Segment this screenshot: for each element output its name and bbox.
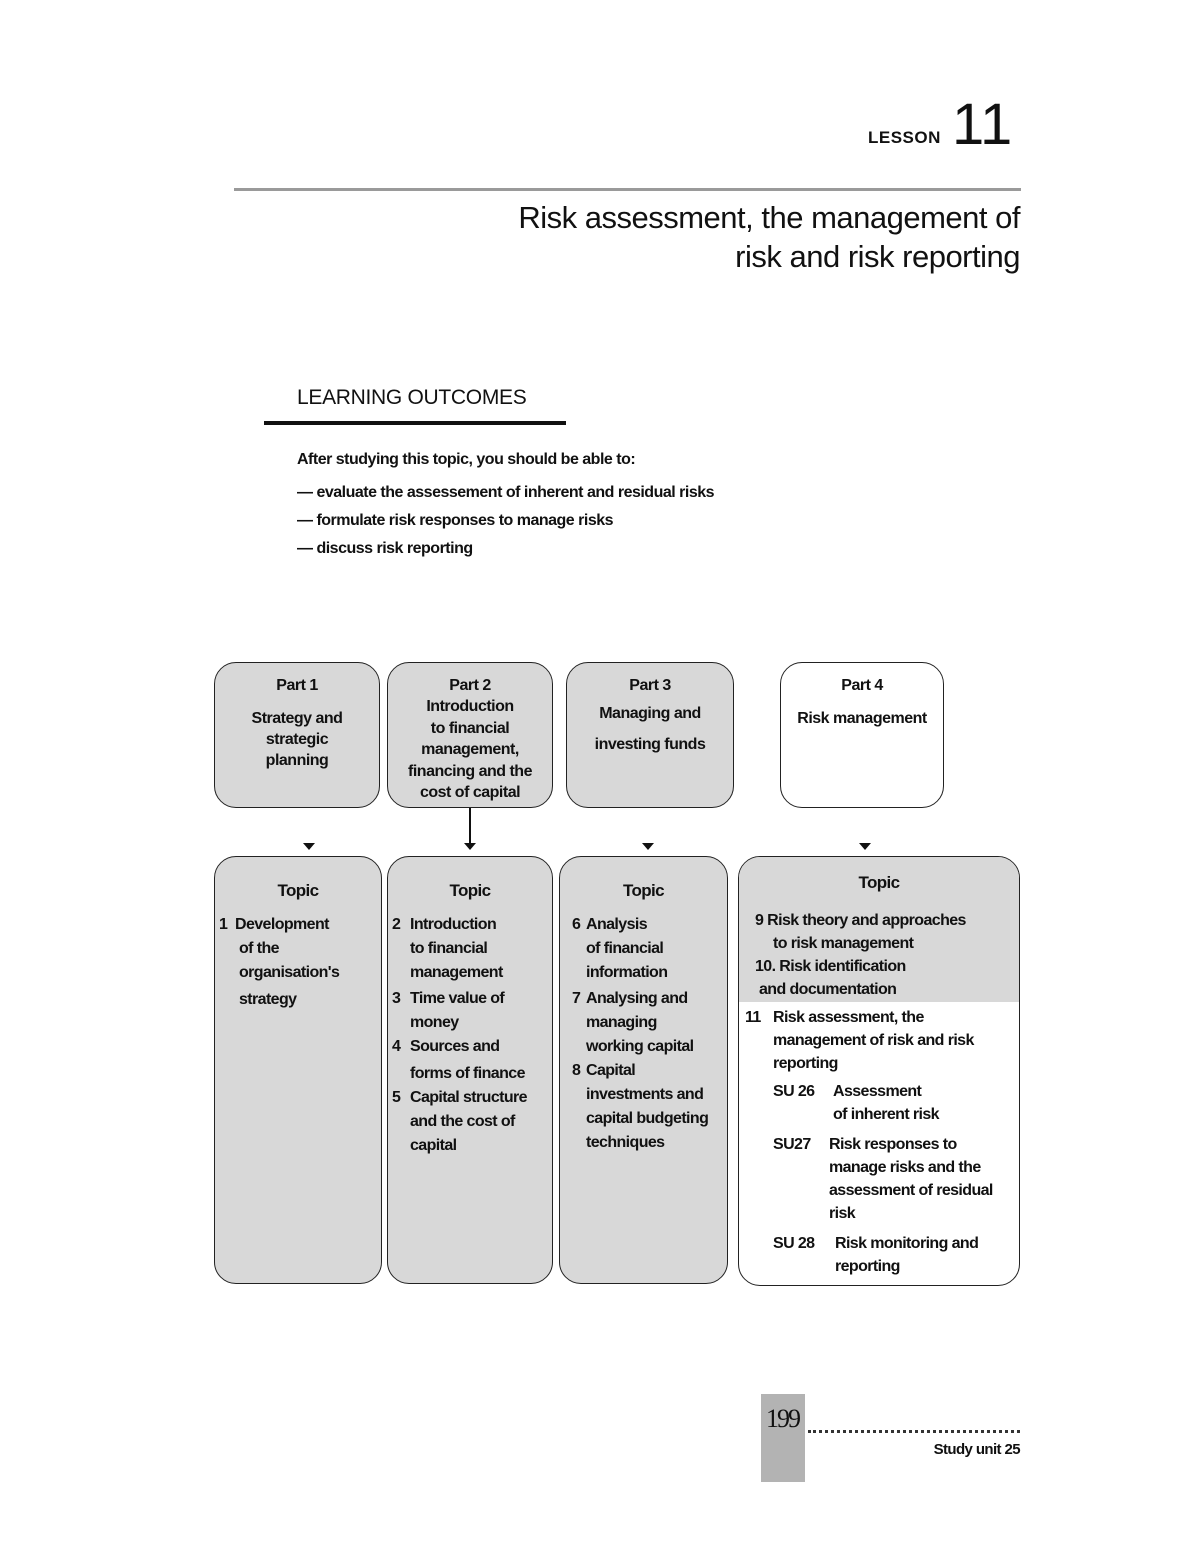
- study-unit-label: Study unit 25: [933, 1441, 1020, 1458]
- down-arrow-icon: [859, 843, 871, 850]
- topic-item: [560, 913, 727, 985]
- topic-line: to financial: [410, 940, 488, 957]
- part-title: Part 4: [841, 677, 883, 694]
- topic-box-4: [738, 856, 1020, 1286]
- topic-line: Analysing and: [586, 990, 688, 1007]
- part-1-box: [214, 662, 380, 808]
- topic-line: and the cost of: [410, 1113, 515, 1130]
- part-desc-line: cost of capital: [419, 784, 521, 801]
- topic-line: management of risk and risk: [773, 1032, 974, 1049]
- topic-line: and documentation: [759, 981, 897, 998]
- part-title: Part 1: [276, 677, 318, 694]
- topic-line: investments and: [586, 1086, 704, 1103]
- down-arrow-icon: [303, 843, 315, 850]
- topic-number: 6: [572, 916, 581, 933]
- part-desc-line: Risk management: [797, 710, 927, 727]
- topic-line: management: [410, 964, 503, 981]
- part-description: [388, 696, 552, 804]
- topic-line: of the: [239, 940, 279, 957]
- topic-number: 11: [745, 1009, 761, 1026]
- topic-line: Time value of: [410, 990, 505, 1007]
- page-title: [380, 198, 1020, 276]
- topic-line: forms of finance: [410, 1065, 525, 1082]
- topic-line: capital: [410, 1137, 457, 1154]
- topic-line: money: [410, 1014, 459, 1031]
- topic-box-1: [214, 856, 382, 1284]
- study-unit-line: assessment of residual: [829, 1182, 993, 1199]
- topic-item: [388, 1086, 552, 1158]
- topic-number: 8: [572, 1062, 581, 1079]
- learning-outcome-item: — evaluate the assessement of inherent and residual risks: [297, 484, 715, 501]
- part-description: [781, 708, 943, 729]
- topic-line: 10. Risk identification: [755, 958, 906, 975]
- page-number: 199: [766, 1404, 799, 1433]
- topic-line: of financial: [586, 940, 664, 957]
- topic-line: Development: [235, 916, 329, 933]
- study-unit-line: of inherent risk: [833, 1106, 939, 1123]
- part-2-box: [387, 662, 553, 808]
- learning-outcome-item: — formulate risk responses to manage risks: [297, 512, 614, 529]
- topic-line: Capital structure: [410, 1089, 527, 1106]
- topic-number: 7: [572, 990, 581, 1007]
- topic-line: to risk management: [773, 935, 914, 952]
- study-unit-line: Risk monitoring and: [835, 1235, 979, 1252]
- topic-heading: Topic: [622, 881, 665, 900]
- part-description: [215, 708, 379, 771]
- part-title: Part 3: [629, 677, 671, 694]
- header-divider: [234, 188, 1021, 191]
- arrow-line: [469, 808, 471, 844]
- topic-line: strategy: [239, 991, 297, 1008]
- down-arrow-icon: [642, 843, 654, 850]
- topic-line: Sources and: [410, 1038, 500, 1055]
- topic-number: 4: [392, 1038, 401, 1055]
- topic-item: [215, 913, 381, 1012]
- topic-item: [388, 987, 552, 1035]
- topic-line: 9 Risk theory and approaches: [755, 912, 966, 929]
- topic-heading: Topic: [858, 873, 900, 892]
- part-4-box: [780, 662, 944, 808]
- part-title: Part 2: [449, 677, 491, 694]
- topic-box-2: [387, 856, 553, 1284]
- topic-line: information: [586, 964, 668, 981]
- topic-item: [560, 1059, 727, 1155]
- lesson-number: 11: [952, 92, 1013, 157]
- study-unit-line: risk: [829, 1205, 856, 1222]
- topic-number: 2: [392, 916, 401, 933]
- lesson-label: LESSON: [868, 128, 941, 147]
- learning-outcome-item: — discuss risk reporting: [297, 540, 473, 557]
- study-unit-line: manage risks and the: [829, 1159, 981, 1176]
- topic-box-3: [559, 856, 728, 1284]
- study-unit-line: Risk responses to: [829, 1136, 957, 1153]
- topic-line: Introduction: [410, 916, 497, 933]
- topic-line: Capital: [586, 1062, 636, 1079]
- topic-heading: Topic: [277, 881, 319, 900]
- topic-number: 3: [392, 990, 401, 1007]
- part-desc-line: Strategy and: [251, 710, 343, 727]
- topic-heading: Topic: [449, 881, 491, 900]
- page-title-line-1: Risk assessment, the management of: [518, 200, 1020, 235]
- footer-dotted-line: [808, 1430, 1020, 1433]
- topic-number: 5: [392, 1089, 401, 1106]
- learning-outcomes-list: [297, 484, 714, 568]
- part-desc-line: financing and the: [408, 762, 532, 780]
- topic-item: [560, 987, 727, 1059]
- study-unit-code: SU27: [773, 1136, 811, 1153]
- topic-item: [388, 1035, 552, 1086]
- part-desc-line: investing funds: [594, 736, 706, 753]
- study-unit-item: [773, 1133, 1019, 1225]
- topic-line: capital budgeting: [586, 1110, 709, 1127]
- study-unit-item: [773, 1080, 1019, 1126]
- study-unit-item: [773, 1232, 1019, 1278]
- part-desc-line: strategic: [265, 731, 329, 748]
- topic-item: [388, 913, 552, 985]
- topic-line: techniques: [586, 1134, 665, 1151]
- learning-outcomes-intro: After studying this topic, you should be able to:: [297, 451, 636, 468]
- part-3-box: [566, 662, 734, 808]
- part-desc-line: management,: [421, 741, 519, 758]
- topic-line: reporting: [773, 1055, 838, 1072]
- part-desc-line: Managing and: [599, 705, 701, 722]
- topic-line: organisation's: [239, 964, 340, 981]
- study-unit-line: Assessment: [833, 1083, 922, 1100]
- topic-line: managing: [586, 1014, 657, 1031]
- part-description: [567, 698, 733, 760]
- study-unit-line: reporting: [835, 1258, 900, 1275]
- study-unit-code: SU 26: [773, 1083, 815, 1100]
- topic-line: working capital: [586, 1038, 694, 1055]
- part-desc-line: to financial: [430, 719, 510, 737]
- topic-line: Analysis: [586, 916, 648, 933]
- page-title-line-2: risk and risk reporting: [735, 239, 1020, 274]
- learning-outcomes-underline: [264, 421, 566, 425]
- topic-number: 1: [219, 916, 228, 933]
- down-arrow-icon: [464, 843, 476, 850]
- previous-topics-panel: [739, 857, 1019, 1002]
- part-desc-line: Introduction: [426, 698, 514, 715]
- study-unit-code: SU 28: [773, 1235, 815, 1252]
- topic-line: Risk assessment, the: [773, 1009, 924, 1026]
- current-topic: [739, 1002, 1019, 1075]
- part-desc-line: planning: [265, 752, 329, 769]
- learning-outcomes-heading: LEARNING OUTCOMES: [297, 386, 527, 409]
